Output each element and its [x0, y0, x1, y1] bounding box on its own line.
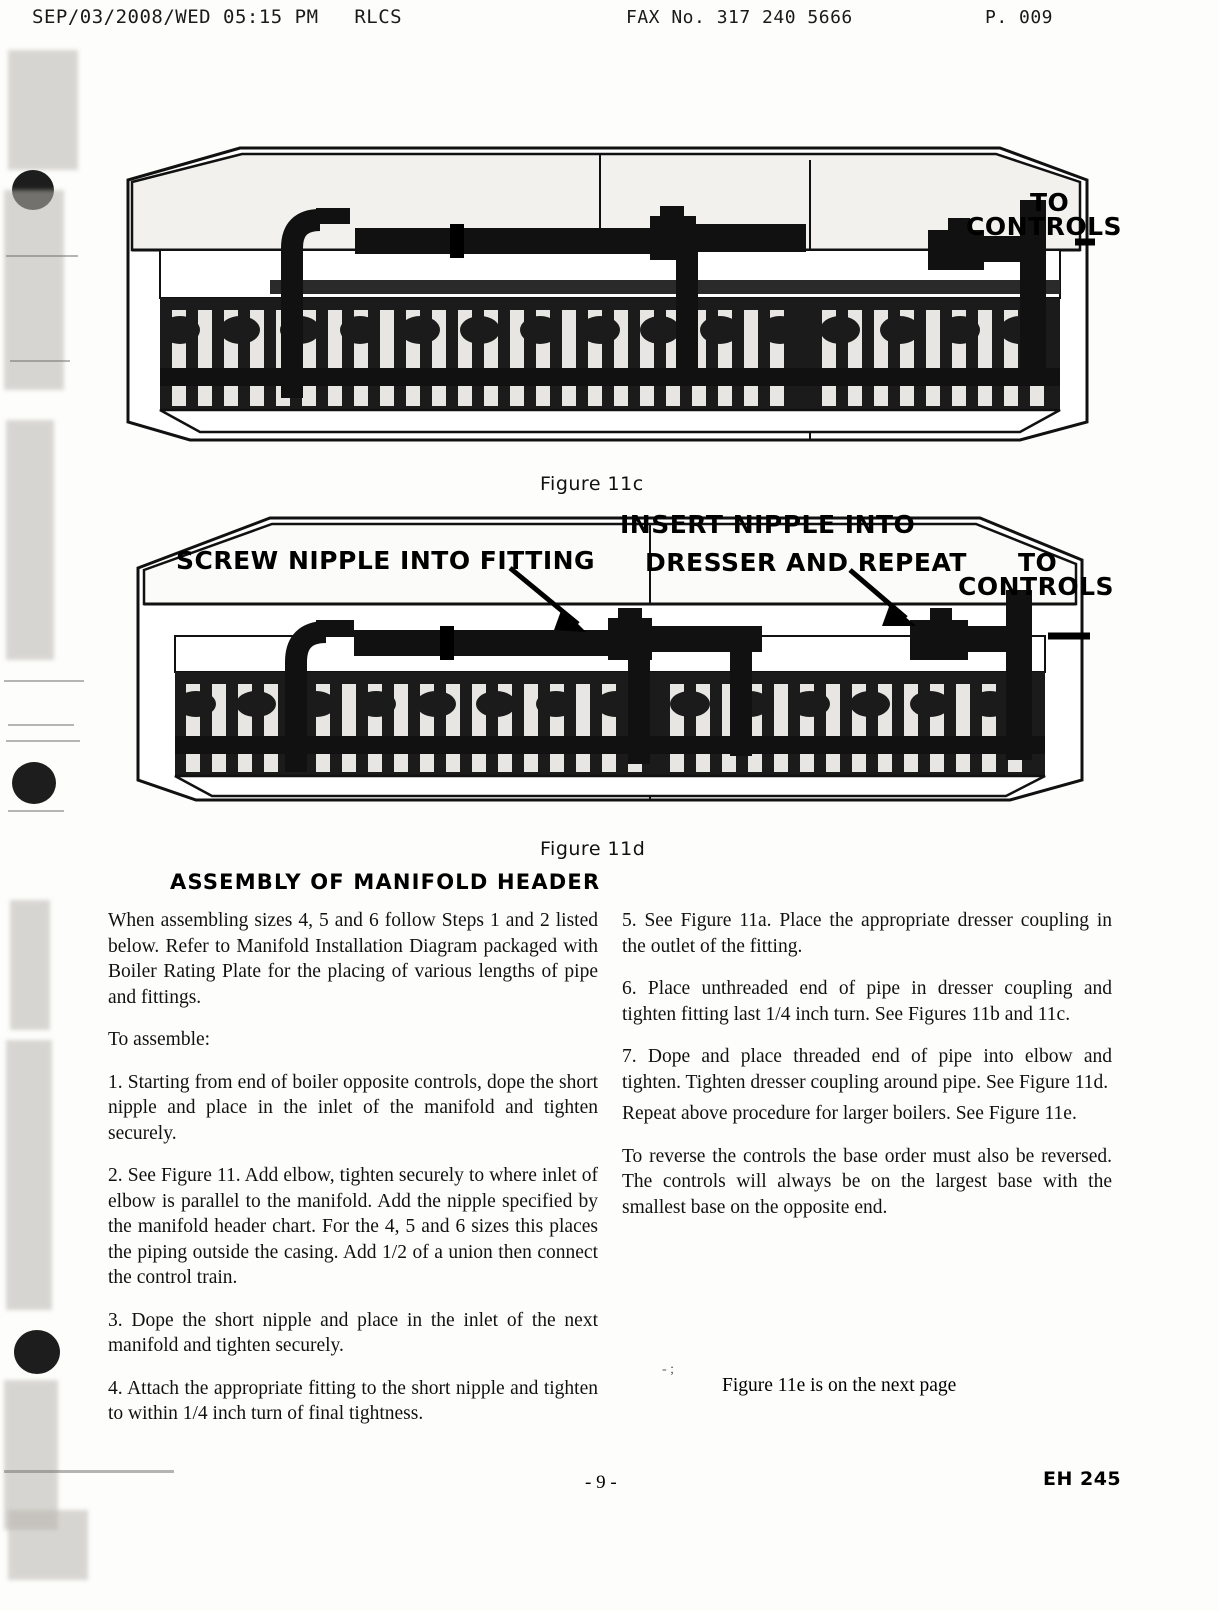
paragraph: 3. Dope the short nipple and place in the inlet of the next manifold and tighten securely. — [108, 1309, 598, 1356]
paragraph: When assembling sizes 4, 5 and 6 follow Steps 1 and 2 listed below. Refer to Manifold Installation Diagram packaged with Boiler Rating Plate for the placing of various lengths of pipe and fittings. — [108, 910, 598, 1008]
fax-header — [0, 6, 1219, 40]
paragraph: 4. Attach the appropriate fitting to the short nipple and tighten to within 1/4 inch turn of final tightness. — [108, 1377, 598, 1424]
paragraph: To assemble: — [108, 1029, 211, 1050]
paragraph: 2. See Figure 11. Add elbow, tighten securely to where inlet of elbow is parallel to the manifold. Add the nipple specified by the manifold header chart. For the 4, 5 and 6 sizes this places the piping outside the casing. Add 1/2 of a union then connect the control train. — [108, 1165, 598, 1288]
figure-next-page-note: Figure 11e is on the next page — [722, 1375, 957, 1396]
document-code: EH 245 — [1043, 1468, 1122, 1490]
body-column-right — [622, 908, 1112, 1237]
paragraph: To reverse the controls the base order must also be reversed. The controls will always be on the largest base with the smallest base on the opposite end. — [622, 1145, 1112, 1218]
paragraph: 6. Place unthreaded end of pipe in dresser coupling and tighten fitting last 1/4 inch turn. See Figures 11b and 11c. — [622, 978, 1112, 1025]
figure-11d-callout-dresser-repeat: DRESSER AND REPEAT — [645, 548, 967, 577]
page-number: - 9 - — [585, 1472, 617, 1493]
paragraph: 7. Dope and place threaded end of pipe into elbow and tighten. Tighten dresser coupling around pipe. See Figure 11d. — [622, 1046, 1112, 1093]
figure-11c-caption: Figure 11c — [540, 473, 644, 495]
figure-11d-callout-to: TO — [1018, 548, 1058, 577]
paragraph: 5. See Figure 11a. Place the appropriate dresser coupling in the outlet of the fitting. — [622, 910, 1112, 957]
fax-header-page: P. 009 — [985, 7, 1054, 28]
paragraph: 1. Starting from end of boiler opposite controls, dope the short nipple and place in the inlet of the manifold and tighten securely. — [108, 1071, 598, 1144]
body-column-left — [108, 908, 598, 1444]
fax-header-left: SEP/03/2008/WED 05:15 PM RLCS — [32, 6, 403, 28]
figure-11c-illustration — [120, 140, 1095, 470]
figure-11d-caption: Figure 11d — [540, 838, 646, 860]
section-heading: ASSEMBLY OF MANIFOLD HEADER — [170, 870, 601, 894]
figure-11d-callout-controls: CONTROLS — [958, 572, 1115, 601]
figure-11c — [120, 140, 1095, 470]
paragraph: Repeat above procedure for larger boilers. See Figure 11e. — [622, 1103, 1077, 1124]
figure-11d-callout-screw-nipple: SCREW NIPPLE INTO FITTING — [176, 546, 596, 575]
scan-artifacts — [0, 40, 95, 1600]
figure-11c-callout-to: TO — [1030, 188, 1070, 217]
figure-11c-callout-controls: CONTROLS — [966, 212, 1123, 241]
figure-11d-callout-insert-nipple: INSERT NIPPLE INTO — [620, 510, 916, 539]
fax-header-number: FAX No. 317 240 5666 — [626, 7, 853, 28]
stray-mark: - ; — [662, 1362, 675, 1377]
